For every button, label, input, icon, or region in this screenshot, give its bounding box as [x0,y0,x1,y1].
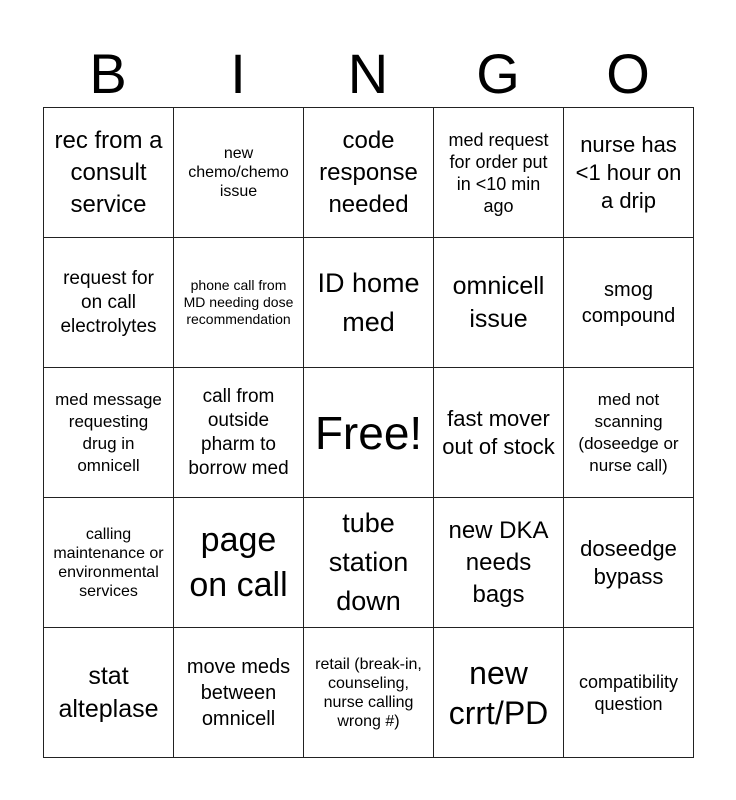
free-space[interactable] [304,368,434,498]
bingo-cell[interactable] [174,108,304,238]
header-letter-i: I [230,42,246,105]
header-letter-g: G [476,42,520,105]
cell-text: med request for order put in <10 min ago [448,129,549,216]
bingo-cell[interactable] [564,368,694,498]
cell-text: fast mover out of stock [442,405,555,459]
bingo-cell[interactable] [44,238,174,368]
cell-text: rec from a consult service [54,126,163,218]
cell-text: med not scanning (doseedge or nurse call) [578,389,679,475]
cell-text: retail (break-in, counseling, nurse calling wrong #) [315,655,422,730]
bingo-cell[interactable] [564,238,694,368]
bingo-cell[interactable] [44,368,174,498]
bingo-cell[interactable] [174,498,304,628]
cell-text: new crrt/PD [448,654,549,731]
bingo-cell[interactable] [304,628,434,758]
header-letter-n: N [347,42,389,105]
cell-text: new chemo/chemo issue [188,145,289,200]
cell-text: doseedge bypass [580,535,677,589]
cell-text: page on call [189,520,288,604]
bingo-cell[interactable] [174,238,304,368]
cell-text: calling maintenance or environmental services [53,525,164,600]
bingo-cell[interactable] [304,108,434,238]
cell-text: ID home med [317,267,420,337]
cell-text: stat alteplase [58,661,159,723]
cell-text: phone call from MD needing dose recommendation [183,277,294,327]
bingo-cell[interactable] [434,628,564,758]
bingo-cell[interactable] [434,238,564,368]
cell-text: smog compound [581,278,676,327]
bingo-cell[interactable] [174,628,304,758]
cell-text: omnicell issue [452,271,545,333]
cell-text: med message requesting drug in omnicell [55,389,162,475]
bingo-cell[interactable] [44,108,174,238]
cell-text: Free! [314,406,423,459]
bingo-cell[interactable] [434,498,564,628]
bingo-grid [43,107,694,758]
header-letter-b: B [89,42,127,105]
bingo-cell[interactable] [564,628,694,758]
cell-text: code response needed [319,126,418,218]
bingo-cell[interactable] [174,368,304,498]
cell-text: new DKA needs bags [448,516,549,608]
cell-text: compatibility question [578,671,679,714]
cell-text: tube station down [328,508,409,616]
bingo-cell[interactable] [564,108,694,238]
bingo-cell[interactable] [44,498,174,628]
bingo-cell[interactable] [434,368,564,498]
header-letter-o: O [606,42,650,105]
cell-text: move meds between omnicell [186,655,291,730]
cell-text: call from outside pharm to borrow med [188,385,289,479]
cell-text: nurse has <1 hour on a drip [575,131,682,213]
bingo-cell[interactable] [434,108,564,238]
bingo-cell[interactable] [304,238,434,368]
bingo-header [43,44,693,104]
bingo-cell[interactable] [44,628,174,758]
cell-text: request for on call electrolytes [60,267,157,337]
bingo-cell[interactable] [304,498,434,628]
bingo-cell[interactable] [564,498,694,628]
